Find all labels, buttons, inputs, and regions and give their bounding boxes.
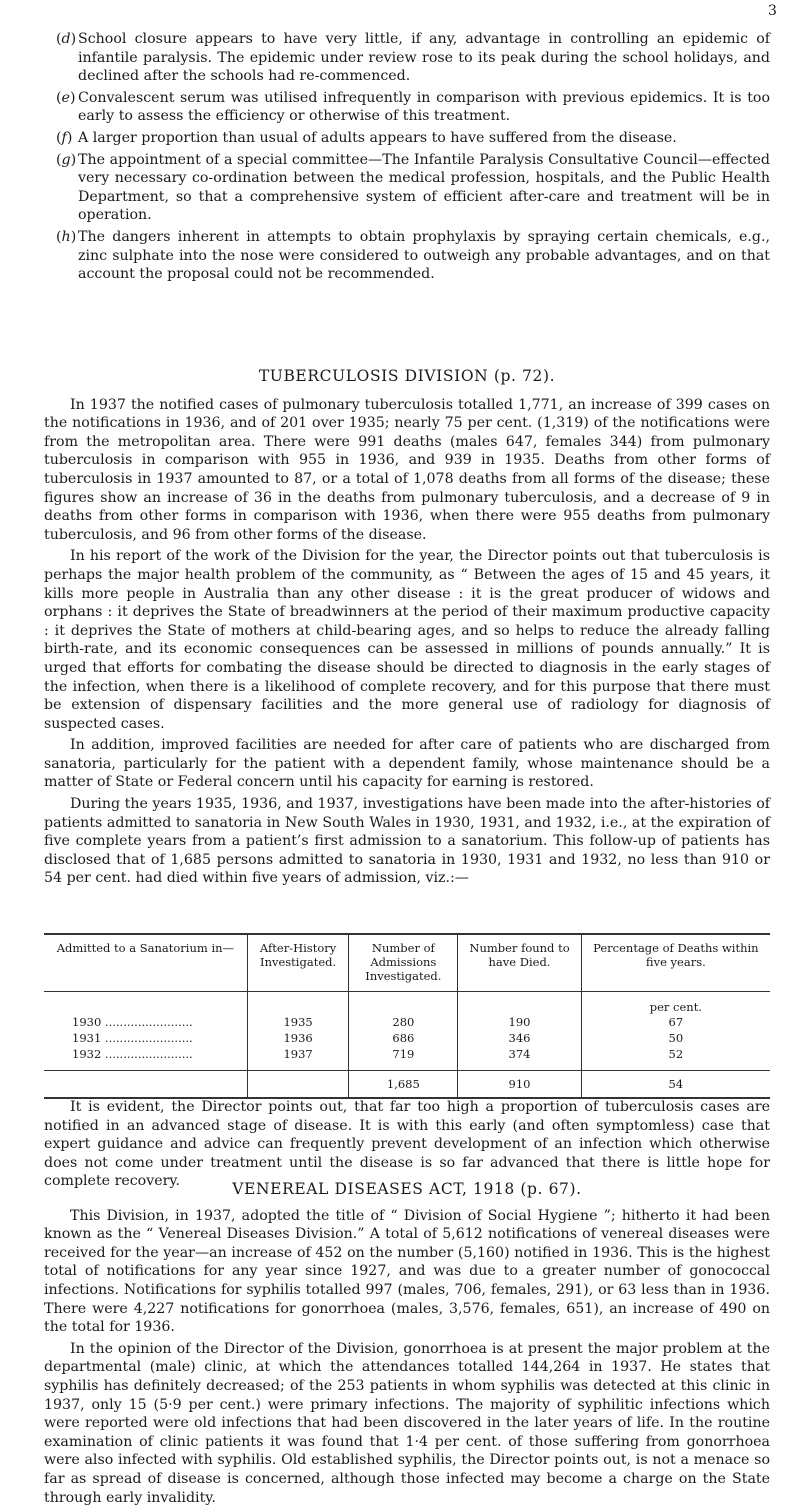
table-cell: 686 (349, 1030, 458, 1046)
tb-paragraph-4: During the years 1935, 1936, and 1937, investigations have been made into the after-histories of patients admitted to sanatoria in New South Wales in 1930, 1931, and 1932, i.e., at the expiration of five complete years from a patient’s first admission to a sanatorium. This follow-up of patients has disclosed that of 1,685 persons admitted to sanatoria in 1930, 1931 and 1932, no less than 910 or 54 per cent. had died within five years of admission, viz.:— (44, 796, 770, 887)
list-item-text: School closure appears to have very little, if any, advantage in controlling an epidemic of infantile paralysis. The epidemic under review rose to its peak during the school holidays, and declined after the schools had re-commenced. (78, 31, 770, 85)
table-cell: 1931 (72, 1031, 102, 1045)
column-header: Admitted to a Sanatorium in— (56, 941, 235, 955)
column-header: Number found to have Died. (458, 934, 581, 992)
table-cell: 280 (349, 1014, 458, 1030)
table-cell: 1937 (247, 1046, 349, 1071)
page-number: 3 (768, 3, 777, 19)
total-cell: 910 (458, 1071, 581, 1099)
table-cell: 50 (581, 1030, 770, 1046)
unit-label: per cent. (581, 992, 770, 1015)
table-cell: 52 (581, 1046, 770, 1071)
list-item-text: A larger proportion than usual of adults appears to have suffered from the disease. (78, 129, 677, 146)
tb-paragraph-2: In his report of the work of the Division for the year, the Director points out that tuberculosis is perhaps the major health problem of the community, as “ Between the ages of 15 and 45 years, it kills more people in Australia than any other disease : it is the great producer of widows and orphans : it deprives the State of breadwinners at the period of their maximum productive capacity : it deprives the State of mothers at child-bearing ages, and so helps to reduce the already falling birth-rate, and its economic consequences can be assessed in millions of pounds annually.” It is urged that efforts for combating the disease should be directed to diagnosis in the early stages of the infection, when there is a likelihood of complete recovery, and for this purpose that there must be extension of dispensary facilities and the more general use of radiology for diagnosis of suspected cases. (44, 548, 770, 732)
table-cell: 67 (581, 1014, 770, 1030)
table-cell: 374 (458, 1046, 581, 1071)
table-row (44, 1046, 770, 1071)
table-row (44, 1030, 770, 1046)
tb-paragraph-1: In 1937 the notified cases of pulmonary tuberculosis totalled 1,771, an increase of 399 cases on the notifications in 1936, and of 201 over 1935; nearly 75 per cent. (1,319) of the notifications were from the metropolitan area. There were 991 deaths (males 647, females 344) from pulmonary tuberculosis in comparison with 955 in 1936, and 939 in 1935. Deaths from other forms of tuberculosis in 1937 amounted to 87, or a total of 1,078 deaths from all forms of the disease; these figures show an increase of 36 in the deaths from pulmonary tuberculosis, and a decrease of 9 in deaths from other forms in comparison with 1936, when there were 955 deaths from pulmonary tuberculosis, and 96 from other forms of the disease. (44, 396, 770, 543)
tb-paragraph-3: In addition, improved facilities are needed for after care of patients who are discharged from sanatoria, particularly for the patient with a dependent family, whose maintenance should be a matter of State or Federal concern until his capacity for earning is restored. (44, 737, 770, 791)
table-header-row (44, 934, 770, 992)
table-cell: 1932 (72, 1047, 102, 1061)
tb-after-table-paragraph: It is evident, the Director points out, that far too high a proportion of tuberculosis cases are notified in an advanced stage of disease. It is with this early (and often symptomless) case that expert guidance and advice can frequently prevent development of an infection which otherwise does not come under treatment until the disease is so far advanced that there is little hope for complete recovery. (44, 1099, 770, 1190)
column-header: Percentage of Deaths within five years. (581, 934, 770, 992)
venereal-section (44, 1180, 770, 1510)
table-total-row (44, 1071, 770, 1099)
list-item-label: ( h ) (56, 228, 76, 247)
column-header: After-History Investigated. (247, 934, 349, 992)
list-item (44, 30, 770, 86)
total-cell: 54 (581, 1071, 770, 1099)
column-header: Number of Admissions Investigated. (349, 934, 458, 992)
table-cell: 346 (458, 1030, 581, 1046)
list-item-label: ( d ) (56, 30, 76, 49)
list-item-label: ( f ) (56, 129, 72, 148)
list-item (44, 228, 770, 284)
list-item (44, 129, 770, 148)
total-cell: 1,685 (349, 1071, 458, 1099)
table-row (44, 1014, 770, 1030)
tuberculosis-section (44, 367, 770, 891)
findings-list (44, 30, 770, 287)
list-item-text: The appointment of a special committee—The Infantile Paralysis Consultative Council—effected very necessary co-ordination between the medical profession, hospitals, and the Public Health Department, so that a comprehensive system of efficient after-care and treatment will be in operation. (78, 151, 770, 224)
sanatorium-table (44, 933, 770, 1099)
unit-row (44, 992, 770, 1015)
list-item (44, 89, 770, 126)
vd-paragraph-1: This Division, in 1937, adopted the title of “ Division of Social Hygiene ”; hitherto it had been known as the “ Venereal Diseases Division.” A total of 5,612 notifications of venereal diseases were received for the year—an increase of 452 on the number (5,160) notified in 1936. This is the highest total of notifications for any year since 1927, and was due to a greater number of gonococcal infections. Notifications for syphilis totalled 997 (males, 706, females, 291), or 63 less than in 1936. There were 4,227 notifications for gonorrhoea (males, 3,576, females, 651), an increase of 490 on the total for 1936. (44, 1207, 770, 1336)
list-item-text: Convalescent serum was utilised infrequently in comparison with previous epidemics. It is too early to assess the efficiency or otherwise of this treatment. (78, 89, 770, 125)
list-item-label: ( g ) (56, 151, 76, 170)
total-cell (247, 1071, 349, 1099)
total-cell (44, 1071, 247, 1099)
table-cell: 190 (458, 1014, 581, 1030)
list-item (44, 151, 770, 225)
table-cell: 1935 (247, 1014, 349, 1030)
table-cell: 1930 (72, 1015, 102, 1029)
venereal-heading: VENEREAL DISEASES ACT, 1918 (p. 67). (232, 1180, 582, 1198)
list-item-text: The dangers inherent in attempts to obtain prophylaxis by spraying certain chemicals, e.g., zinc sulphate into the nose were considered to outweigh any probable advantages, and on that account the proposal could not be recommended. (78, 228, 770, 283)
sanatorium-table-wrap (44, 933, 770, 1099)
vd-paragraph-2: In the opinion of the Director of the Division, gonorrhoea is at present the major problem at the departmental (male) clinic, at which the attendances totalled 144,264 in 1937. He states that syphilis has definitely decreased; of the 253 patients in whom syphilis was detected at this clinic in 1937, only 15 (5·9 per cent.) were primary infections. The majority of syphilitic infections which were reported were old infections that had been discovered in the later years of life. In the routine examination of clinic patients it was found that 1·4 per cent. of those suffering from gonorrhoea were also infected with syphilis. Old established syphilis, the Director points out, is not a menace so far as spread of disease is concerned, although those infected may become a charge on the State through early invalidity. (44, 1340, 770, 1506)
list-item-label: ( e ) (56, 89, 76, 108)
table-cell: 719 (349, 1046, 458, 1071)
table-cell: 1936 (247, 1030, 349, 1046)
tuberculosis-heading: TUBERCULOSIS DIVISION (p. 72). (258, 367, 556, 385)
